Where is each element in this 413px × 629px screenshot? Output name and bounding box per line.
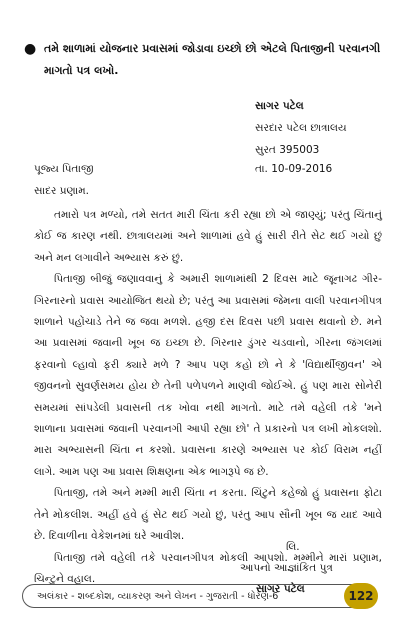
paragraph-2: પિતાજી બીજું જણાવવાનું કે અમારી શાળામાંથી 2 દિવસ માટે જૂનાગઢ ગીર-ગિરનારનો પ્રવાસ આયોજિત થયો છે; પરંતુ આ પ્રવાસમાં જેમના વાલી પરવાનગીપત્ર શાળાને પહોંચાડે તેને જ જવા મળશે. હજી દસ દિવસ પછી પ્રવાસ થવાનો છે. મને આ પ્રવાસમાં જવાની ખૂબ જ ઇચ્છા છે. ગિરનાર ડુંગર ચડવાનો, ગીરના જંગલમાં ફરવાનો લ્હાવો ફરી ક્યારે મળે ? આપ પણ કહો છો ને કે 'વિદ્યાર્થીજીવન' એ જીવનનો સુવર્ણસમય હોય છે તેની પળેપળને માણવી જોઈએ. હું પણ મારા સોનેરી સમયમાં સાંપડેલી પ્રવાસની તક ખોવા નથી માગતો. માટે તમે વહેલી તકે 'મને શાળાના પ્રવાસમાં જવાની પરવાનગી આપી રહ્યા છો' તે પ્રકારનો પત્ર લખી મોકલશો. મારા અભ્યાસની ચિંતા ન કરશો. પ્રવાસના કારણે અભ્યાસ પર કોઈ વિરામ નહીં લાગે. આમ પણ આ પ્રવાસ શિક્ષણના એક ભાગરૂપે જ છે. (34, 273, 382, 478)
sender-address-line2: સુરત 395003 (255, 144, 320, 156)
paragraph-3: પિતાજી, તમે અને મમ્મી મારી ચિંતા ન કરતા. ચિંટુને કહેજો હું પ્રવાસના ફોટા તેને મોકલીશ. અહીં હવે હું સેટ થઈ ગયો છું, પરંતુ આપ સૌની ખૂબ જ યાદ આવે છે. દિવાળીના વેકેશનમાં ઘરે આવીશ. (34, 487, 382, 543)
salutation: સાદર પ્રણામ. (34, 185, 90, 197)
closing-name: સાગર પટેલ (256, 583, 305, 595)
sender-address-line1: સરદાર પટેલ છાત્રાલય (255, 122, 347, 134)
sender-address (255, 95, 347, 161)
sender-name: સાગર પટેલ (255, 100, 304, 112)
bullet-icon: ● (24, 41, 37, 57)
closing-li: લિ. (286, 541, 300, 553)
closing-line: આપનો આજ્ઞાંકિત પુત્ર (240, 562, 333, 574)
letter-task-heading (24, 38, 384, 82)
footer-book-title: અલંકાર - શબ્દકોશ, વ્યાકરણ અને લેખન - ગુજરાતી - ધોરણ-6 (22, 584, 356, 608)
recipient: પૂજ્ય પિતાજી (34, 163, 94, 175)
letter-date: તા. 10-09-2016 (255, 163, 333, 175)
heading-text: તમે શાળામાં યોજનાર પ્રવાસમાં જોડાવા ઇચ્છો છો એટલે પિતાજીની પરવાનગી માગતો પત્ર લખો. (44, 42, 381, 77)
paragraph-4: પિતાજી તમે વહેલી તકે પરવાનગીપત્ર મોકલી આપશો. મમ્મીને મારાં પ્રણામ, ચિન્ટુને વહાલ. (34, 551, 382, 585)
page-number: 122 (344, 583, 378, 609)
paragraph-1: તમારો પત્ર મળ્યો, તમે સતત મારી ચિંતા કરી રહ્યા છો એ જાણ્યું; પરંતુ ચિંતાનું કોઈ જ કારણ નથી. છાત્રાલયમાં અને શાળામાં હવે હું સારી રીતે સેટ થઈ ગયો છું અને મન લગાવીને અભ્યાસ કરું છું. (34, 209, 382, 264)
letter-body (34, 205, 382, 590)
